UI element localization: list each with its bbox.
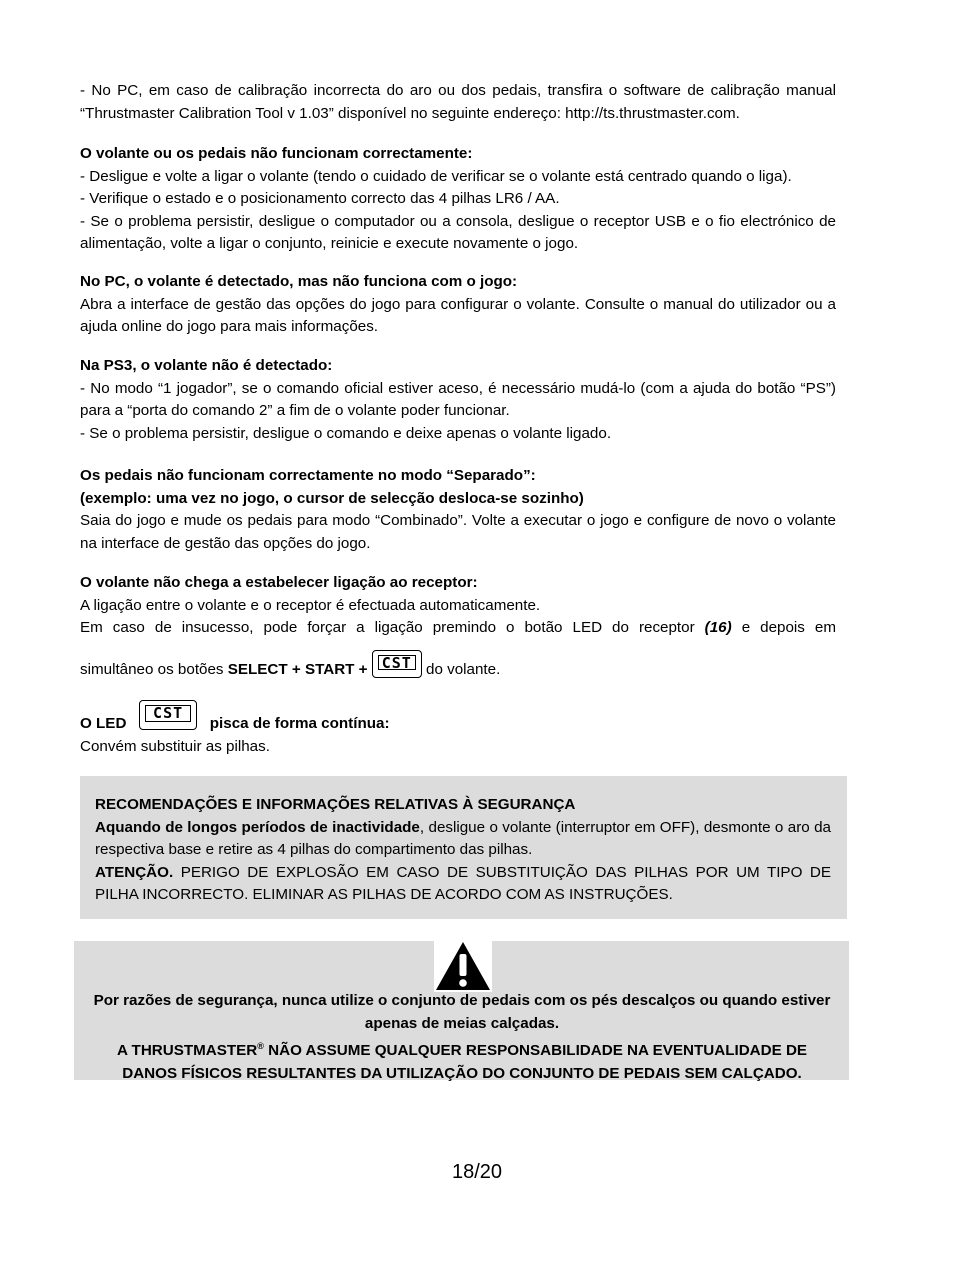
- section-text: Convém substituir as pilhas.: [80, 737, 270, 755]
- cst-label: CST: [378, 655, 416, 670]
- section-text: A ligação entre o volante e o receptor é efectuada automaticamente.: [80, 596, 541, 614]
- section-text: [80, 617, 836, 640]
- section-text: Saia do jogo e mude os pedais para modo “Combinado”. Volte a executar o jogo e configure de novo o volante na interface de gestão das opções do jogo.: [80, 512, 836, 552]
- text-span: A THRUSTMASTER: [116, 1042, 258, 1060]
- warning-disclaimer: [90, 1035, 834, 1085]
- cst-label: CST: [145, 705, 191, 722]
- section-led: [80, 700, 836, 758]
- list-item: - Se o problema persistir, desligue o comando e deixe apenas o volante ligado.: [80, 424, 612, 442]
- pc-calibration-paragraph: [80, 80, 836, 125]
- section-subheading: (exemplo: uma vez no jogo, o cursor de selecção desloca-se sozinho): [80, 489, 584, 507]
- text-span: ATENÇÃO.: [95, 863, 174, 881]
- registered-mark: ®: [257, 1041, 264, 1052]
- section-heading: O volante não chega a estabelecer ligação ao receptor:: [80, 574, 478, 591]
- text-span: pisca de forma contínua:: [209, 715, 390, 732]
- section-pc-detected: [80, 271, 836, 339]
- section-heading: Os pedais não funcionam correctamente no modo “Separado”:: [80, 467, 536, 484]
- section-ps3: [80, 355, 836, 445]
- cst-led-icon: [139, 700, 197, 730]
- cst-button-icon: [372, 650, 422, 678]
- section-receiver: [80, 572, 836, 681]
- text-span: , desligue o volante (interruptor em OFF), desmonte o aro da respectiva base e retire as 4 pilhas do compartimento das pilhas.: [95, 818, 831, 859]
- text-span: O LED: [80, 715, 127, 732]
- text-span: simultâneo os botões: [80, 660, 228, 678]
- warning-text: Por razões de segurança, nunca utilize o conjunto de pedais com os pés descalços ou quando estiver apenas de meias calçadas.: [93, 992, 831, 1032]
- section-text: Abra a interface de gestão das opções do jogo para configurar o volante. Consulte o manual do utilizador ou a ajuda online do jogo para mais informações.: [80, 295, 836, 336]
- safety-title: RECOMENDAÇÕES E INFORMAÇÕES RELATIVAS À SEGURANÇA: [95, 796, 576, 813]
- list-item: - Se o problema persistir, desligue o computador ou a consola, desligue o receptor USB e o fio electrónico de alimentação, volte a ligar o conjunto, reinicie e execute novamente o jogo.: [80, 212, 836, 253]
- section-heading: Na PS3, o volante não é detectado:: [80, 357, 333, 374]
- text-span: do volante.: [426, 660, 501, 678]
- warning-triangle-icon: [434, 940, 492, 992]
- list-item: - Desligue e volte a ligar o volante (tendo o cuidado de verificar se o volante está centrado quando o liga).: [80, 167, 792, 185]
- safety-paragraph: [95, 817, 831, 862]
- list-item: - Verifique o estado e o posicionamento correcto das 4 pilhas LR6 / AA.: [80, 190, 560, 208]
- page-number: 18/20: [451, 1161, 503, 1183]
- section-not-working: [80, 143, 836, 256]
- text-span: NÃO ASSUME QUALQUER RESPONSABILIDADE NA EVENTUALIDADE DE DANOS FÍSICOS RESULTANTES DA UTILIZAÇÃO DO CONJUNTO DE PEDAIS SEM CALÇADO.: [122, 1042, 808, 1082]
- safety-box-content: [95, 794, 831, 907]
- reference-number: (16): [704, 619, 732, 637]
- warning-box-content: [90, 990, 834, 1085]
- button-combo: SELECT + START +: [227, 660, 372, 678]
- section-heading: [80, 700, 836, 736]
- section-text: [80, 650, 836, 682]
- text-span: PERIGO DE EXPLOSÃO EM CASO DE SUBSTITUIÇÃO DAS PILHAS POR UM TIPO DE PILHA INCORRECTO. ELIMINAR AS PILHAS DE ACORDO COM AS INSTRUÇÕES.: [95, 863, 831, 904]
- safety-warning: [95, 862, 831, 907]
- section-heading: No PC, o volante é detectado, mas não funciona com o jogo:: [80, 273, 518, 290]
- text-span: e depois em: [731, 619, 836, 637]
- pc-calibration-text: - No PC, em caso de calibração incorrecta do aro ou dos pedais, transfira o software de calibração manual “Thrustmaster Calibration Tool v 1.03” disponível no seguinte endereço: http://ts.thrustmaster.com.: [80, 82, 836, 122]
- text-span: Aquando de longos períodos de inactividade: [95, 818, 420, 836]
- text-span: Em caso de insucesso, pode forçar a ligação premindo o botão LED do receptor: [80, 619, 705, 637]
- section-heading: O volante ou os pedais não funcionam correctamente:: [80, 145, 473, 162]
- list-item: - No modo “1 jogador”, se o comando oficial estiver aceso, é necessário mudá-lo (com a ajuda do botão “PS”) para a “porta do comando 2” a fim de o volante poder funcionar.: [80, 379, 836, 420]
- section-separate-mode: [80, 465, 836, 555]
